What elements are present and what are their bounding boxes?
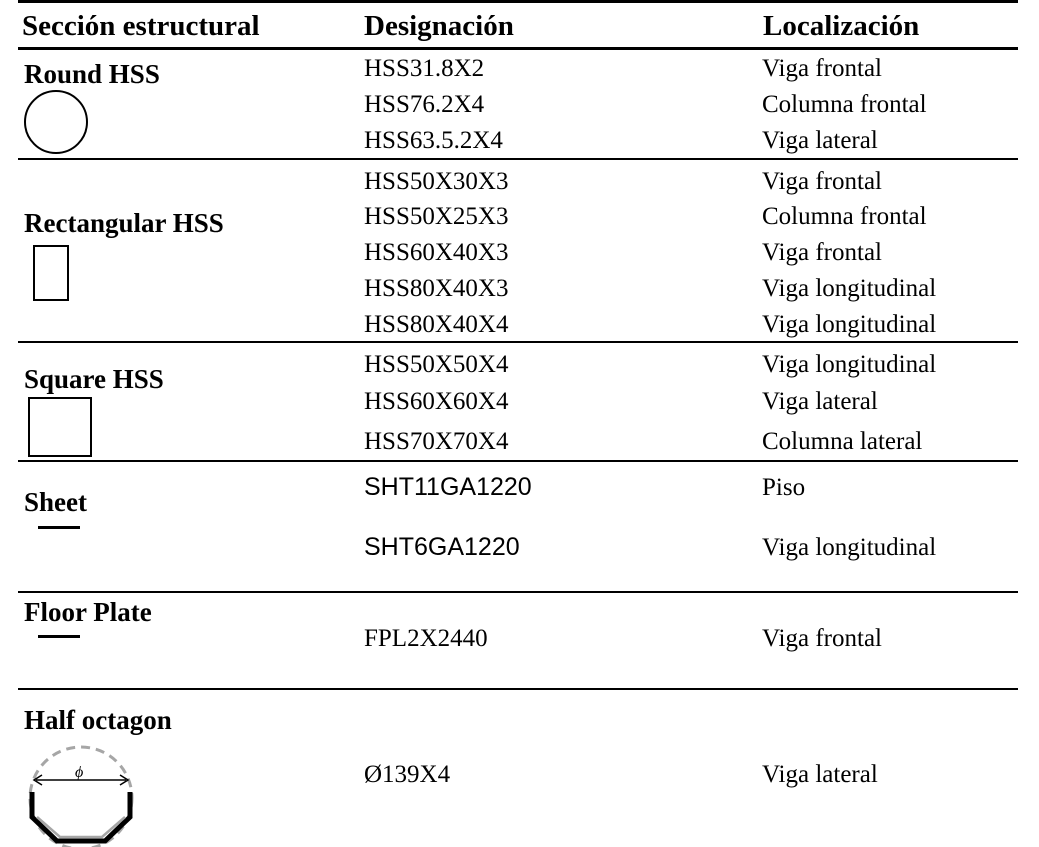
location-cell: Viga longitudinal <box>762 311 937 338</box>
location-cell: Columna lateral <box>762 428 923 455</box>
diameter-symbol: ϕ <box>75 764 84 781</box>
group-divider <box>18 158 1018 160</box>
designation-cell: HSS50X25X3 <box>364 203 509 230</box>
location-cell: Columna frontal <box>762 203 927 230</box>
location-cell: Piso <box>762 474 806 501</box>
location-cell: Viga frontal <box>762 625 882 652</box>
location-cell: Viga lateral <box>762 127 878 154</box>
header-location: Localización <box>763 10 920 42</box>
location-cell: Viga longitudinal <box>762 275 937 302</box>
group-divider <box>18 460 1018 462</box>
location-cell: Viga frontal <box>762 55 882 82</box>
half-octagon-section-icon <box>20 737 140 847</box>
designation-cell: HSS70X70X4 <box>364 428 509 455</box>
location-cell: Viga longitudinal <box>762 534 937 561</box>
header-section: Sección estructural <box>22 10 260 42</box>
circle-section-icon <box>22 90 92 156</box>
group-divider <box>18 688 1018 690</box>
sheet-section-icon <box>38 524 80 532</box>
location-cell: Viga lateral <box>762 761 878 788</box>
section-name-rectangular-hss: Rectangular HSS <box>24 208 224 238</box>
square-section-icon <box>26 395 94 459</box>
designation-cell: HSS50X50X4 <box>364 351 509 378</box>
designation-cell: HSS80X40X4 <box>364 311 509 338</box>
designation-cell: HSS60X60X4 <box>364 388 509 415</box>
location-cell: Viga frontal <box>762 168 882 195</box>
group-divider <box>18 591 1018 593</box>
designation-cell: HSS63.5.2X4 <box>364 127 503 154</box>
section-name-half-octagon: Half octagon <box>24 705 172 735</box>
header-designation: Designación <box>364 10 514 42</box>
header-rule <box>18 47 1018 50</box>
location-cell: Viga lateral <box>762 388 878 415</box>
location-cell: Columna frontal <box>762 91 927 118</box>
designation-cell: HSS76.2X4 <box>364 91 485 118</box>
location-cell: Viga frontal <box>762 239 882 266</box>
designation-cell: HSS50X30X3 <box>364 168 509 195</box>
designation-cell: FPL2X2440 <box>364 625 488 652</box>
designation-cell: SHT6GA1220 <box>364 533 520 561</box>
location-cell: Viga longitudinal <box>762 351 937 378</box>
floor-plate-section-icon <box>38 633 80 641</box>
section-name-sheet: Sheet <box>24 487 87 517</box>
rectangle-section-icon <box>30 244 72 302</box>
designation-cell: Ø139X4 <box>364 761 451 788</box>
designation-cell: HSS60X40X3 <box>364 239 509 266</box>
designation-cell: HSS80X40X3 <box>364 275 509 302</box>
section-name-floor-plate: Floor Plate <box>24 597 152 627</box>
designation-cell: SHT11GA1220 <box>364 473 532 501</box>
designation-cell: HSS31.8X2 <box>364 55 485 82</box>
section-name-round-hss: Round HSS <box>24 59 160 89</box>
top-rule <box>18 0 1018 3</box>
section-name-square-hss: Square HSS <box>24 364 164 394</box>
group-divider <box>18 341 1018 343</box>
